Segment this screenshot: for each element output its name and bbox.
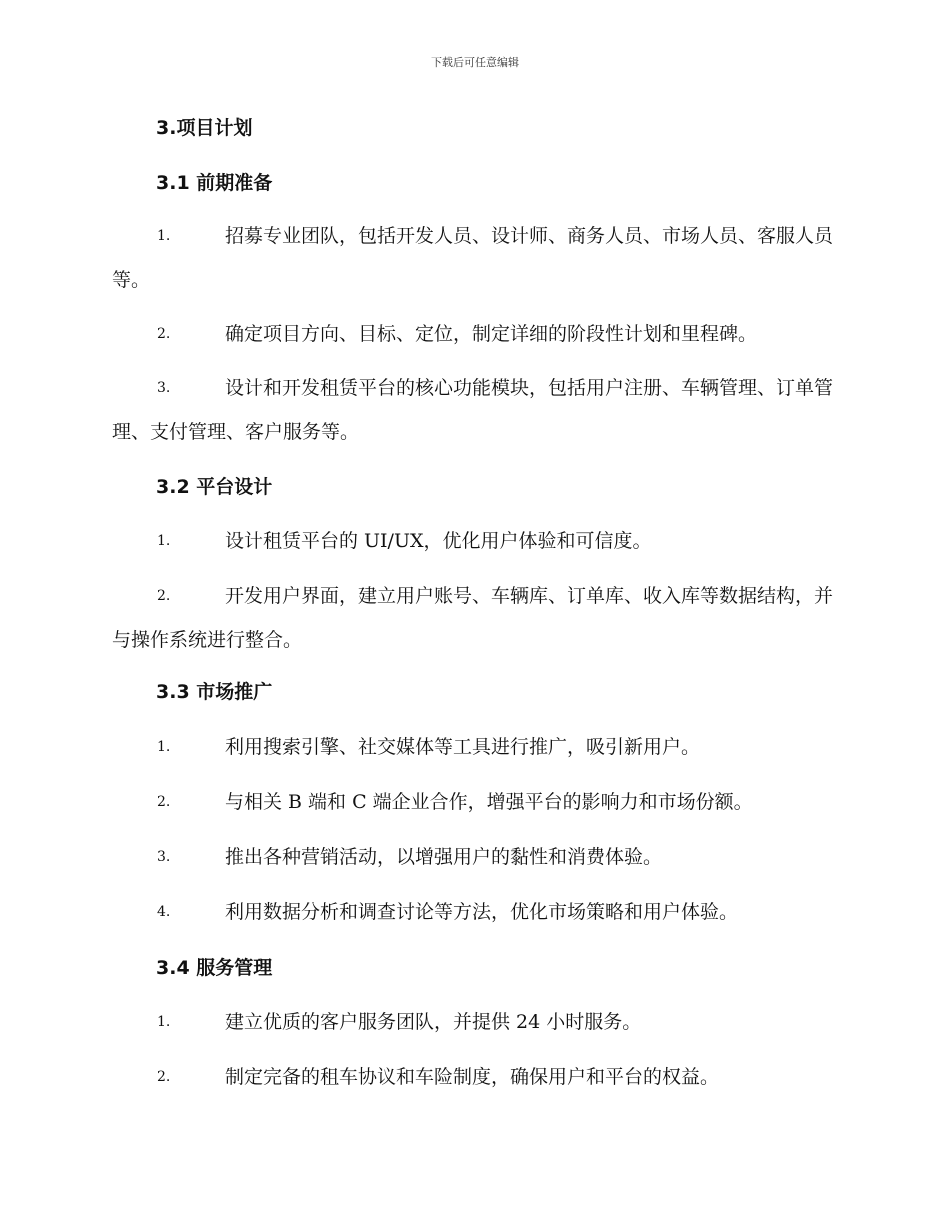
list-item bbox=[112, 519, 840, 563]
item-number: 1. bbox=[157, 739, 171, 755]
list-item bbox=[112, 780, 840, 824]
item-text: 建立优质的客户服务团队，并提供 24 小时服务。 bbox=[225, 1011, 642, 1033]
page-header-note: 下载后可任意编辑 bbox=[431, 56, 519, 69]
item-number: 4. bbox=[157, 904, 171, 920]
subsection-title-3-1: 3.1 前期准备 bbox=[156, 172, 273, 194]
item-text: 开发用户界面，建立用户账号、车辆库、订单库、收入库等数据结构，并与操作系统进行整合。 bbox=[112, 585, 834, 651]
list-item bbox=[112, 725, 840, 769]
list-item bbox=[112, 1055, 840, 1099]
item-number: 3. bbox=[157, 849, 171, 865]
list-item bbox=[112, 312, 840, 356]
list-item bbox=[112, 1000, 840, 1044]
item-text: 设计租赁平台的 UI/UX，优化用户体验和可信度。 bbox=[225, 530, 652, 552]
item-text: 利用数据分析和调查讨论等方法，优化市场策略和用户体验。 bbox=[225, 901, 739, 923]
item-text: 利用搜索引擎、社交媒体等工具进行推广，吸引新用户。 bbox=[225, 736, 701, 758]
item-text: 确定项目方向、目标、定位，制定详细的阶段性计划和里程碑。 bbox=[225, 323, 758, 345]
section-title: 3.项目计划 bbox=[156, 117, 253, 139]
item-text: 招募专业团队，包括开发人员、设计师、商务人员、市场人员、客服人员等。 bbox=[112, 225, 834, 291]
list-item bbox=[112, 574, 840, 662]
item-number: 2. bbox=[157, 1069, 171, 1085]
list-item bbox=[112, 366, 840, 454]
subsection-title-3-4: 3.4 服务管理 bbox=[156, 957, 273, 979]
subsection-title-3-2: 3.2 平台设计 bbox=[156, 476, 273, 498]
item-text: 制定完备的租车协议和车险制度，确保用户和平台的权益。 bbox=[225, 1066, 720, 1088]
item-number: 2. bbox=[157, 794, 171, 810]
item-number: 1. bbox=[157, 1014, 171, 1030]
item-text: 设计和开发租赁平台的核心功能模块，包括用户注册、车辆管理、订单管理、支付管理、客户服务等。 bbox=[112, 377, 834, 443]
list-item bbox=[112, 890, 840, 934]
item-number: 3. bbox=[157, 380, 171, 396]
subsection-title-3-3: 3.3 市场推广 bbox=[156, 681, 273, 703]
item-text: 与相关 B 端和 C 端企业合作，增强平台的影响力和市场份额。 bbox=[225, 791, 753, 813]
item-number: 1. bbox=[157, 533, 171, 549]
item-text: 推出各种营销活动，以增强用户的黏性和消费体验。 bbox=[225, 846, 663, 868]
list-item bbox=[112, 214, 840, 302]
item-number: 2. bbox=[157, 326, 171, 342]
item-number: 2. bbox=[157, 588, 171, 604]
list-item bbox=[112, 835, 840, 879]
item-number: 1. bbox=[157, 228, 171, 244]
